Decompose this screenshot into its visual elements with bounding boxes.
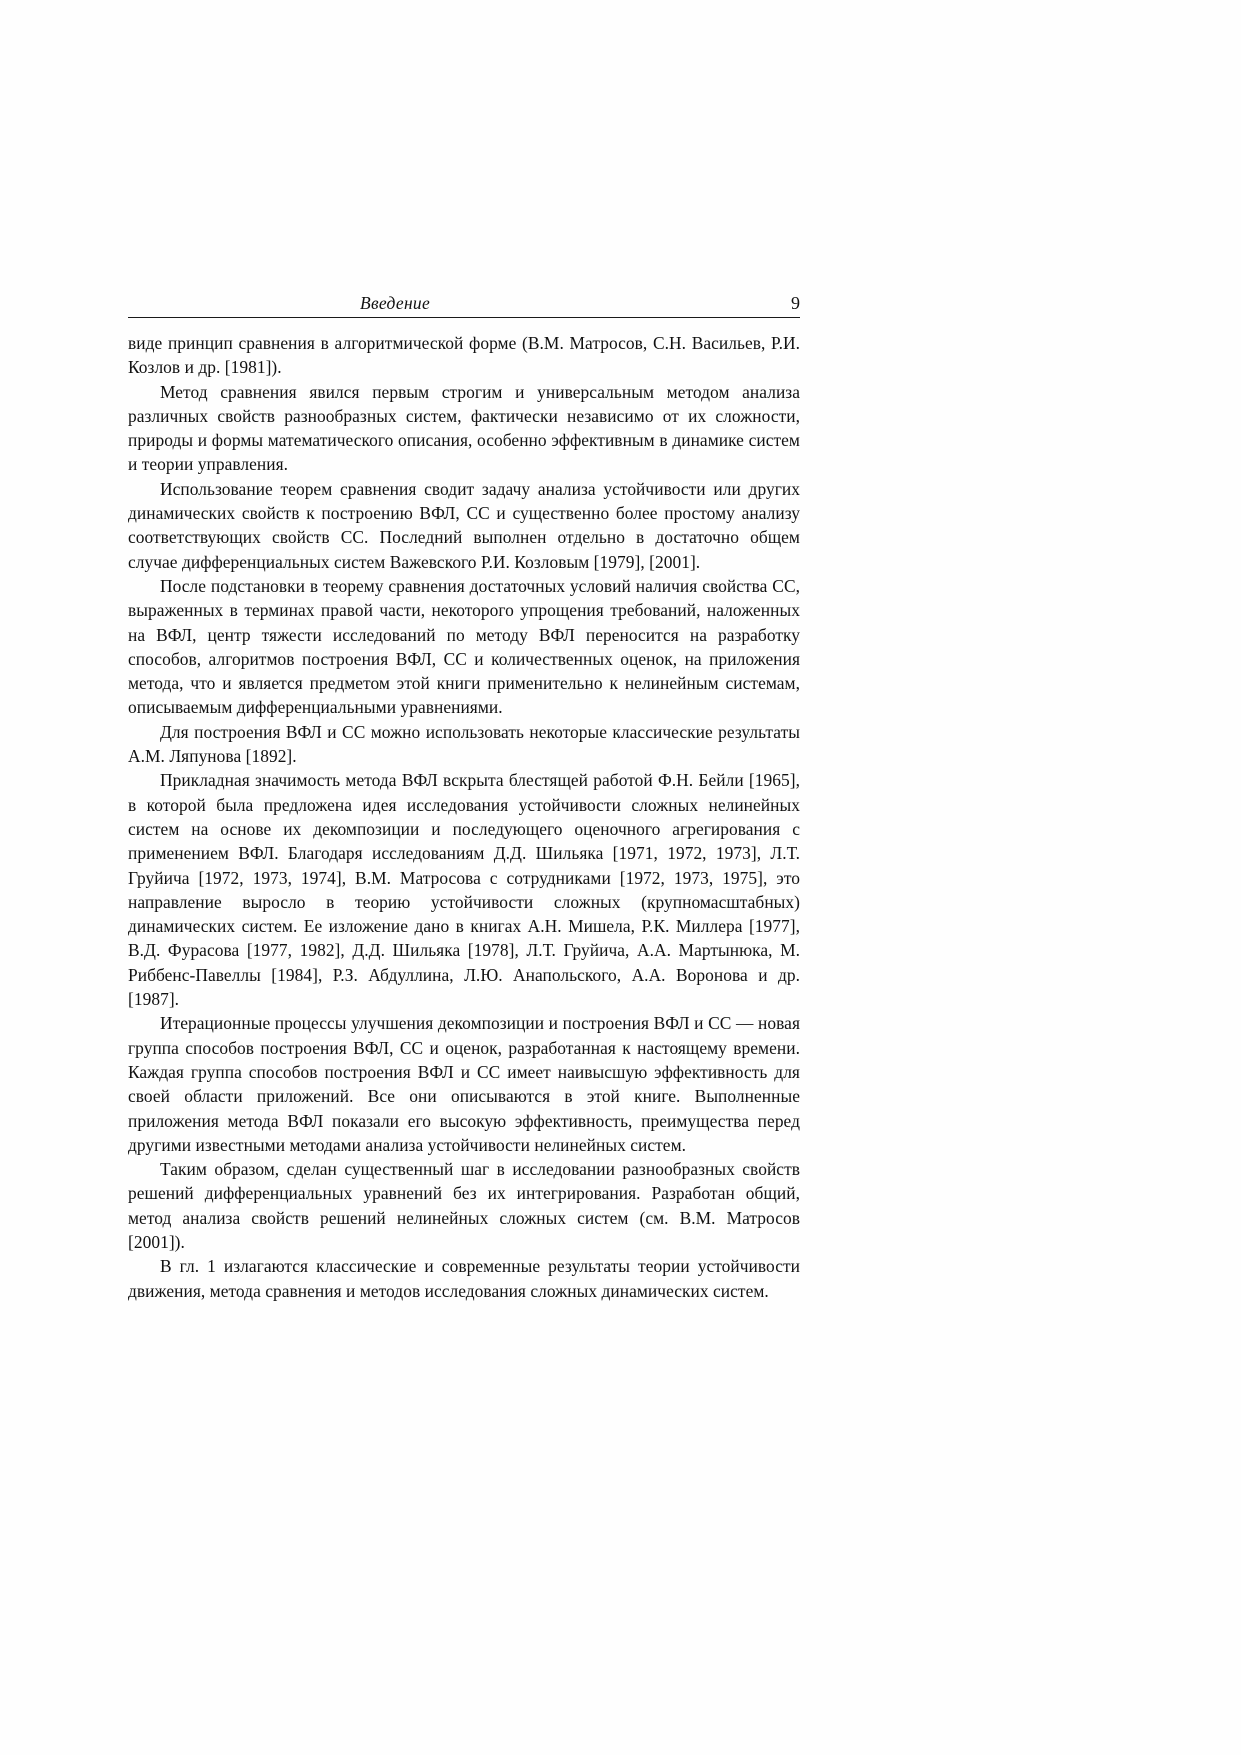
paragraph: Итерационные процессы улучшения декомпозиции и построения ВФЛ и СС — новая группа способов построения ВФЛ, СС и оценок, разработанная к настоящему времени. Каждая группа способов построения ВФЛ и СС имеет наивысшую эффективность для своей области приложений. Все они описываются в этой книге. Выполненные приложения метода ВФЛ показали его высокую эффективность, преимущества перед другими известными методами анализа устойчивости нелинейных систем. (128, 1013, 800, 1155)
body-text (128, 331, 800, 1303)
header-rule (128, 317, 800, 318)
paragraph: Прикладная значимость метода ВФЛ вскрыта блестящей работой Ф.Н. Бейли [1965], в которой была предложена идея исследования устойчивости сложных нелинейных систем на основе их декомпозиции и последующего оценочного агрегирования с применением ВФЛ. Благодаря исследованиям Д.Д. Шильяка [1971, 1972, 1973], Л.Т. Груйича [1972, 1973, 1974], В.М. Матросова с сотрудниками [1972, 1973, 1975], это направление выросло в теорию устойчивости сложных (крупномасштабных) динамических систем. Ее изложение дано в книгах А.Н. Мишела, Р.К. Миллера [1977], В.Д. Фурасова [1977, 1982], Д.Д. Шильяка [1978], Л.Т. Груйича, А.А. Мартынюка, М. Риббенс-Павеллы [1984], Р.З. Абдуллина, Л.Ю. Анапольского, А.А. Воронова и др. [1987]. (128, 770, 800, 1010)
paragraph: После подстановки в теорему сравнения достаточных условий наличия свойства СС, выраженных в терминах правой части, некоторого упрощения требований, наложенных на ВФЛ, центр тяжести исследований по методу ВФЛ переносится на разработку способов, алгоритмов построения ВФЛ, СС и количественных оценок, на приложения метода, что и является предметом этой книги применительно к нелинейным системам, описываемым дифференциальными уравнениями. (128, 575, 800, 718)
running-head (128, 286, 800, 314)
paragraph: Использование теорем сравнения сводит задачу анализа устойчивости или других динамических свойств к построению ВФЛ, СС и существенно более простому анализу соответствующих свойств СС. Последний выполнен отдельно в достаточно общем случае дифференциальных систем Важевского Р.И. Козловым [1979], [2001]. (128, 478, 800, 572)
page-content (128, 286, 800, 1303)
paragraph: Для построения ВФЛ и СС можно использовать некоторые классические результаты А.М. Ляпунова [1892]. (128, 721, 800, 767)
paragraph: Метод сравнения явился первым строгим и универсальным методом анализа различных свойств разнообразных систем, фактически независимо от их сложности, природы и формы математического описания, особенно эффективным в динамике систем и теории управления. (128, 381, 800, 475)
paragraph: В гл. 1 излагаются классические и современные результаты теории устойчивости движения, метода сравнения и методов исследования сложных динамических систем. (128, 1256, 800, 1301)
page-number: 9 (791, 293, 800, 313)
paragraph: виде принцип сравнения в алгоритмической форме (В.М. Матросов, С.Н. Васильев, Р.И. Козлов и др. [1981]). (128, 333, 800, 378)
running-head-title: Введение (360, 293, 431, 313)
paragraph: Таким образом, сделан существенный шаг в исследовании разнообразных свойств решений дифференциальных уравнений без их интегрирования. Разработан общий, метод анализа свойств решений нелинейных сложных систем (см. В.М. Матросов [2001]). (128, 1159, 800, 1252)
